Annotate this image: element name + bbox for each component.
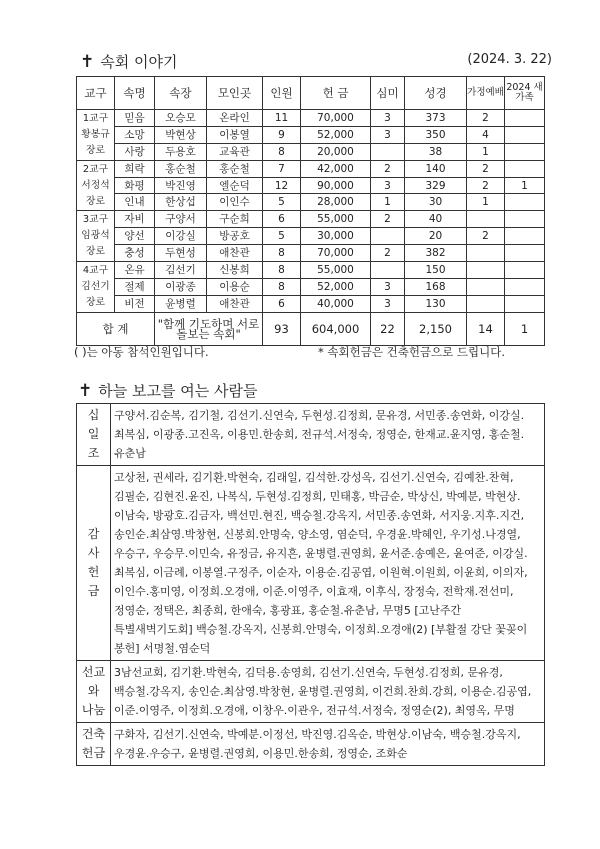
group-name-cell: 사랑 (115, 143, 155, 160)
family-worship-cell (467, 245, 505, 262)
table-row (77, 245, 545, 262)
family-worship-cell: 2 (467, 177, 505, 194)
category-line: 조 (87, 446, 100, 460)
col-header-group-name: 속명 (115, 77, 155, 110)
table-row (77, 278, 545, 295)
bible-cell: 373 (405, 110, 467, 127)
offering-cell: 70,000 (301, 110, 371, 127)
simmi-cell: 2 (371, 160, 405, 177)
bible-cell: 30 (405, 194, 467, 211)
total-simmi: 22 (371, 312, 405, 345)
people-cell: 11 (263, 110, 301, 127)
simmi-cell: 1 (371, 194, 405, 211)
col-header-bible: 성경 (405, 77, 467, 110)
group-name-cell: 비전 (115, 295, 155, 312)
place-cell: 애찬관 (207, 295, 263, 312)
people-cell: 12 (263, 177, 301, 194)
district-line: 장로 (86, 144, 105, 156)
category-line: 십 (87, 408, 100, 422)
category-line: 건축 (81, 727, 106, 741)
givers-row (77, 661, 545, 723)
people-cell: 6 (263, 295, 301, 312)
place-cell: 신봉희 (207, 262, 263, 279)
offering-cell: 40,000 (301, 295, 371, 312)
table-row (77, 160, 545, 177)
category-line: 일 (87, 427, 100, 441)
district-line: 장로 (86, 195, 105, 207)
group-name-cell: 인내 (115, 194, 155, 211)
total-people: 93 (263, 312, 301, 345)
district-line: 장로 (86, 246, 105, 258)
bible-cell: 168 (405, 278, 467, 295)
group-name-cell: 절제 (115, 278, 155, 295)
leader-cell: 두용호 (155, 143, 207, 160)
total-family-worship: 14 (467, 312, 505, 345)
table-row (77, 177, 545, 194)
group-name-cell: 믿음 (115, 110, 155, 127)
people-cell: 6 (263, 211, 301, 228)
simmi-cell: 3 (371, 278, 405, 295)
total-bible: 2,150 (405, 312, 467, 345)
place-cell: 애찬관 (207, 245, 263, 262)
family-worship-cell: 2 (467, 160, 505, 177)
category-line: 와 (87, 684, 100, 698)
table-row (77, 295, 545, 312)
category-line: 금 (87, 584, 100, 598)
bible-cell: 382 (405, 245, 467, 262)
report-date: (2024. 3. 22) (467, 52, 552, 67)
bible-cell: 130 (405, 295, 467, 312)
leader-cell: 한상섭 (155, 194, 207, 211)
district-cell (77, 262, 115, 313)
leader-cell: 구양서 (155, 211, 207, 228)
new-family-cell (505, 295, 545, 312)
soksok-header-row (77, 77, 545, 110)
place-cell: 방공호 (207, 228, 263, 245)
table-row (77, 262, 545, 279)
bible-cell: 150 (405, 262, 467, 279)
col-header-people: 인원 (263, 77, 301, 110)
place-cell: 구순희 (207, 211, 263, 228)
people-cell: 9 (263, 126, 301, 143)
place-cell: 엘순덕 (207, 177, 263, 194)
offering-cell: 90,000 (301, 177, 371, 194)
offering-cell: 20,000 (301, 143, 371, 160)
group-name-cell: 희락 (115, 160, 155, 177)
total-offering: 604,000 (301, 312, 371, 345)
district-line: 황봉규 (81, 128, 110, 140)
people-cell: 5 (263, 228, 301, 245)
family-worship-cell (467, 295, 505, 312)
soksok-table (76, 76, 545, 346)
district-cell (77, 110, 115, 161)
district-line: 서정석 (81, 179, 110, 191)
offering-cell: 52,000 (301, 278, 371, 295)
district-line: 4교구 (82, 264, 109, 276)
place-cell: 온라인 (207, 110, 263, 127)
givers-section-header (78, 380, 257, 401)
people-cell: 7 (263, 160, 301, 177)
soksok-total-row (77, 312, 545, 345)
leader-cell: 홍순철 (155, 160, 207, 177)
col-header-place: 모인곳 (207, 77, 263, 110)
offering-cell: 52,000 (301, 126, 371, 143)
district-line: 김선기 (81, 280, 110, 292)
givers-row (77, 466, 545, 661)
col-header-district: 교구 (77, 77, 115, 110)
bible-cell: 140 (405, 160, 467, 177)
offering-cell: 30,000 (301, 228, 371, 245)
offering-cell: 55,000 (301, 262, 371, 279)
givers-table (76, 403, 545, 766)
total-slogan: "함께 기도하며 서로 돌보는 속회" (155, 312, 263, 345)
district-line: 3교구 (82, 214, 109, 226)
category-line: 헌금 (81, 746, 106, 760)
family-worship-cell: 1 (467, 194, 505, 211)
table-row (77, 211, 545, 228)
people-cell: 8 (263, 245, 301, 262)
givers-names: 구양서.김순복, 김기철, 김선기.신연숙, 두현성.김정희, 문유경, 서민종.송연화, 이강실.최복심, 이광종.고진옥, 이용민.한송희, 전규석.서정숙, 정영순, 한재교.윤지영, 홍순철.유춘남 (111, 404, 545, 466)
leader-cell: 두현성 (155, 245, 207, 262)
simmi-cell: 2 (371, 211, 405, 228)
table-row (77, 143, 545, 160)
new-family-cell (505, 278, 545, 295)
group-name-cell: 온유 (115, 262, 155, 279)
col-header-simmi: 심미 (371, 77, 405, 110)
district-line: 임광석 (81, 230, 110, 242)
simmi-cell (371, 143, 405, 160)
total-label: 합 계 (77, 312, 155, 345)
bible-cell: 40 (405, 211, 467, 228)
col-header-leader: 속장 (155, 77, 207, 110)
simmi-cell: 2 (371, 245, 405, 262)
family-worship-cell: 4 (467, 126, 505, 143)
givers-row (77, 404, 545, 466)
district-line: 2교구 (82, 163, 109, 175)
leader-cell: 오승모 (155, 110, 207, 127)
new-family-cell (505, 160, 545, 177)
bible-cell: 20 (405, 228, 467, 245)
district-line: 1교구 (82, 112, 109, 124)
col-header-new-family: 2024 새가족 (505, 77, 545, 110)
cross-icon: ✝ (80, 52, 95, 72)
family-worship-cell (467, 262, 505, 279)
family-worship-cell: 2 (467, 110, 505, 127)
new-family-cell (505, 110, 545, 127)
col-header-family-worship: 가정예배 (467, 77, 505, 110)
group-name-cell: 자비 (115, 211, 155, 228)
category-line: 나눔 (81, 703, 106, 717)
place-cell: 홍순철 (207, 160, 263, 177)
family-worship-cell: 1 (467, 143, 505, 160)
note-child-attendance: ( )는 아동 참석인원입니다. (74, 345, 209, 359)
leader-cell: 이광종 (155, 278, 207, 295)
new-family-cell (505, 211, 545, 228)
leader-cell: 이강실 (155, 228, 207, 245)
place-cell: 이봉열 (207, 126, 263, 143)
table-row (77, 110, 545, 127)
simmi-cell: 3 (371, 110, 405, 127)
people-cell: 8 (263, 143, 301, 160)
people-cell: 8 (263, 262, 301, 279)
total-new-family: 1 (505, 312, 545, 345)
bible-cell: 350 (405, 126, 467, 143)
new-family-cell (505, 228, 545, 245)
group-name-cell: 양선 (115, 228, 155, 245)
table-row (77, 228, 545, 245)
givers-row (77, 723, 545, 766)
new-family-cell (505, 262, 545, 279)
place-cell: 이용순 (207, 278, 263, 295)
group-name-cell: 충성 (115, 245, 155, 262)
cross-icon: ✝ (78, 381, 93, 401)
soksok-section-header (80, 51, 177, 72)
givers-category (77, 661, 111, 723)
group-name-cell: 소망 (115, 126, 155, 143)
leader-cell: 박진영 (155, 177, 207, 194)
col-header-offering: 헌 금 (301, 77, 371, 110)
givers-category (77, 466, 111, 661)
simmi-cell: 3 (371, 177, 405, 194)
category-line: 헌 (87, 565, 100, 579)
category-line: 선교 (81, 665, 106, 679)
offering-cell: 42,000 (301, 160, 371, 177)
new-family-cell (505, 126, 545, 143)
simmi-cell: 3 (371, 295, 405, 312)
soksok-title: 속회 이야기 (100, 53, 178, 71)
category-line: 감 (87, 527, 100, 541)
offering-cell: 28,000 (301, 194, 371, 211)
table-row (77, 194, 545, 211)
leader-cell: 윤병렬 (155, 295, 207, 312)
givers-category (77, 723, 111, 766)
simmi-cell (371, 262, 405, 279)
new-family-cell (505, 245, 545, 262)
people-cell: 8 (263, 278, 301, 295)
people-cell: 5 (263, 194, 301, 211)
simmi-cell: 3 (371, 126, 405, 143)
offering-cell: 70,000 (301, 245, 371, 262)
bible-cell: 329 (405, 177, 467, 194)
leader-cell: 김선기 (155, 262, 207, 279)
family-worship-cell: 2 (467, 228, 505, 245)
table-row (77, 126, 545, 143)
place-cell: 교육관 (207, 143, 263, 160)
givers-names: 3남선교회, 김기환.박현숙, 김덕용.송영희, 김선기.신연숙, 두현성.김정희, 문유경, 백승철.강옥지, 송인순.최삼영.박창현, 윤병렬.권영희, 이건희.찬희.강희, 이용순.김공엽, 이준.이영주, 이정희.오경애, 이창우.이관우, 전규석.서정숙, 정영순(2), 최영옥, 무명 (111, 661, 545, 723)
givers-names: 고상천, 권세라, 김기환.박현숙, 김래일, 김석한.강성옥, 김선기.신연숙, 김예찬.찬혁, 김필순, 김현진.윤진, 나복식, 두현성.김정희, 민태홍, 박금순, 박상신, 박예분, 박현상.이남숙, 방광호.김금자, 백선민.현진, 백승철.강옥지, 서민종.송연화, 서지웅.지후.지건, 송인순.최삼영.박창현, 신봉희.안명숙, 양소영, 염순덕, 우경윤.박혜인, 우기성.나경열, 우승구, 우승무.이민숙, 유정금, 유지흔, 윤병렬.권영희, 윤서준.송예은, 윤여준, 이강실.최복심, 이금례, 이봉열.구정주, 이순자, 이용순.김공엽, 이원혁.이원희, 이윤희, 이의자, 이인수.홍미영, 이정희.오경애, 이준.이영주, 이효재, 이후식, 장정숙, 전학재.전선미, 정영순, 정택은, 최종희, 한애숙, 홍광표, 홍순철.유춘남, 무명5 [고난주간 특별새벽기도회] 백승철.강옥지, 신봉희.안명숙, 이정희.오경애(2) [부활절 강단 꽃꽂이 봉헌] 서명철.염순덕 (111, 466, 545, 661)
offering-cell: 55,000 (301, 211, 371, 228)
givers-title: 하늘 보고를 여는 사람들 (98, 382, 258, 400)
family-worship-cell (467, 278, 505, 295)
place-cell: 이인수 (207, 194, 263, 211)
group-name-cell: 화평 (115, 177, 155, 194)
district-line: 장로 (86, 296, 105, 308)
district-cell (77, 211, 115, 262)
note-offering-building: * 속회헌금은 건축헌금으로 드립니다. (318, 345, 506, 359)
simmi-cell (371, 228, 405, 245)
district-cell (77, 160, 115, 211)
family-worship-cell (467, 211, 505, 228)
givers-category (77, 404, 111, 466)
new-family-cell: 1 (505, 177, 545, 194)
category-line: 사 (87, 546, 100, 560)
leader-cell: 박현상 (155, 126, 207, 143)
new-family-cell (505, 194, 545, 211)
bible-cell: 38 (405, 143, 467, 160)
new-family-cell (505, 143, 545, 160)
givers-names: 구화자, 김선기.신연숙, 박예분.이정선, 박진영.김옥순, 박현상.이남숙, 백승철.강옥지, 우경윤.우승구, 윤병렬.권영희, 이용민.한송희, 정영순, 조화순 (111, 723, 545, 766)
